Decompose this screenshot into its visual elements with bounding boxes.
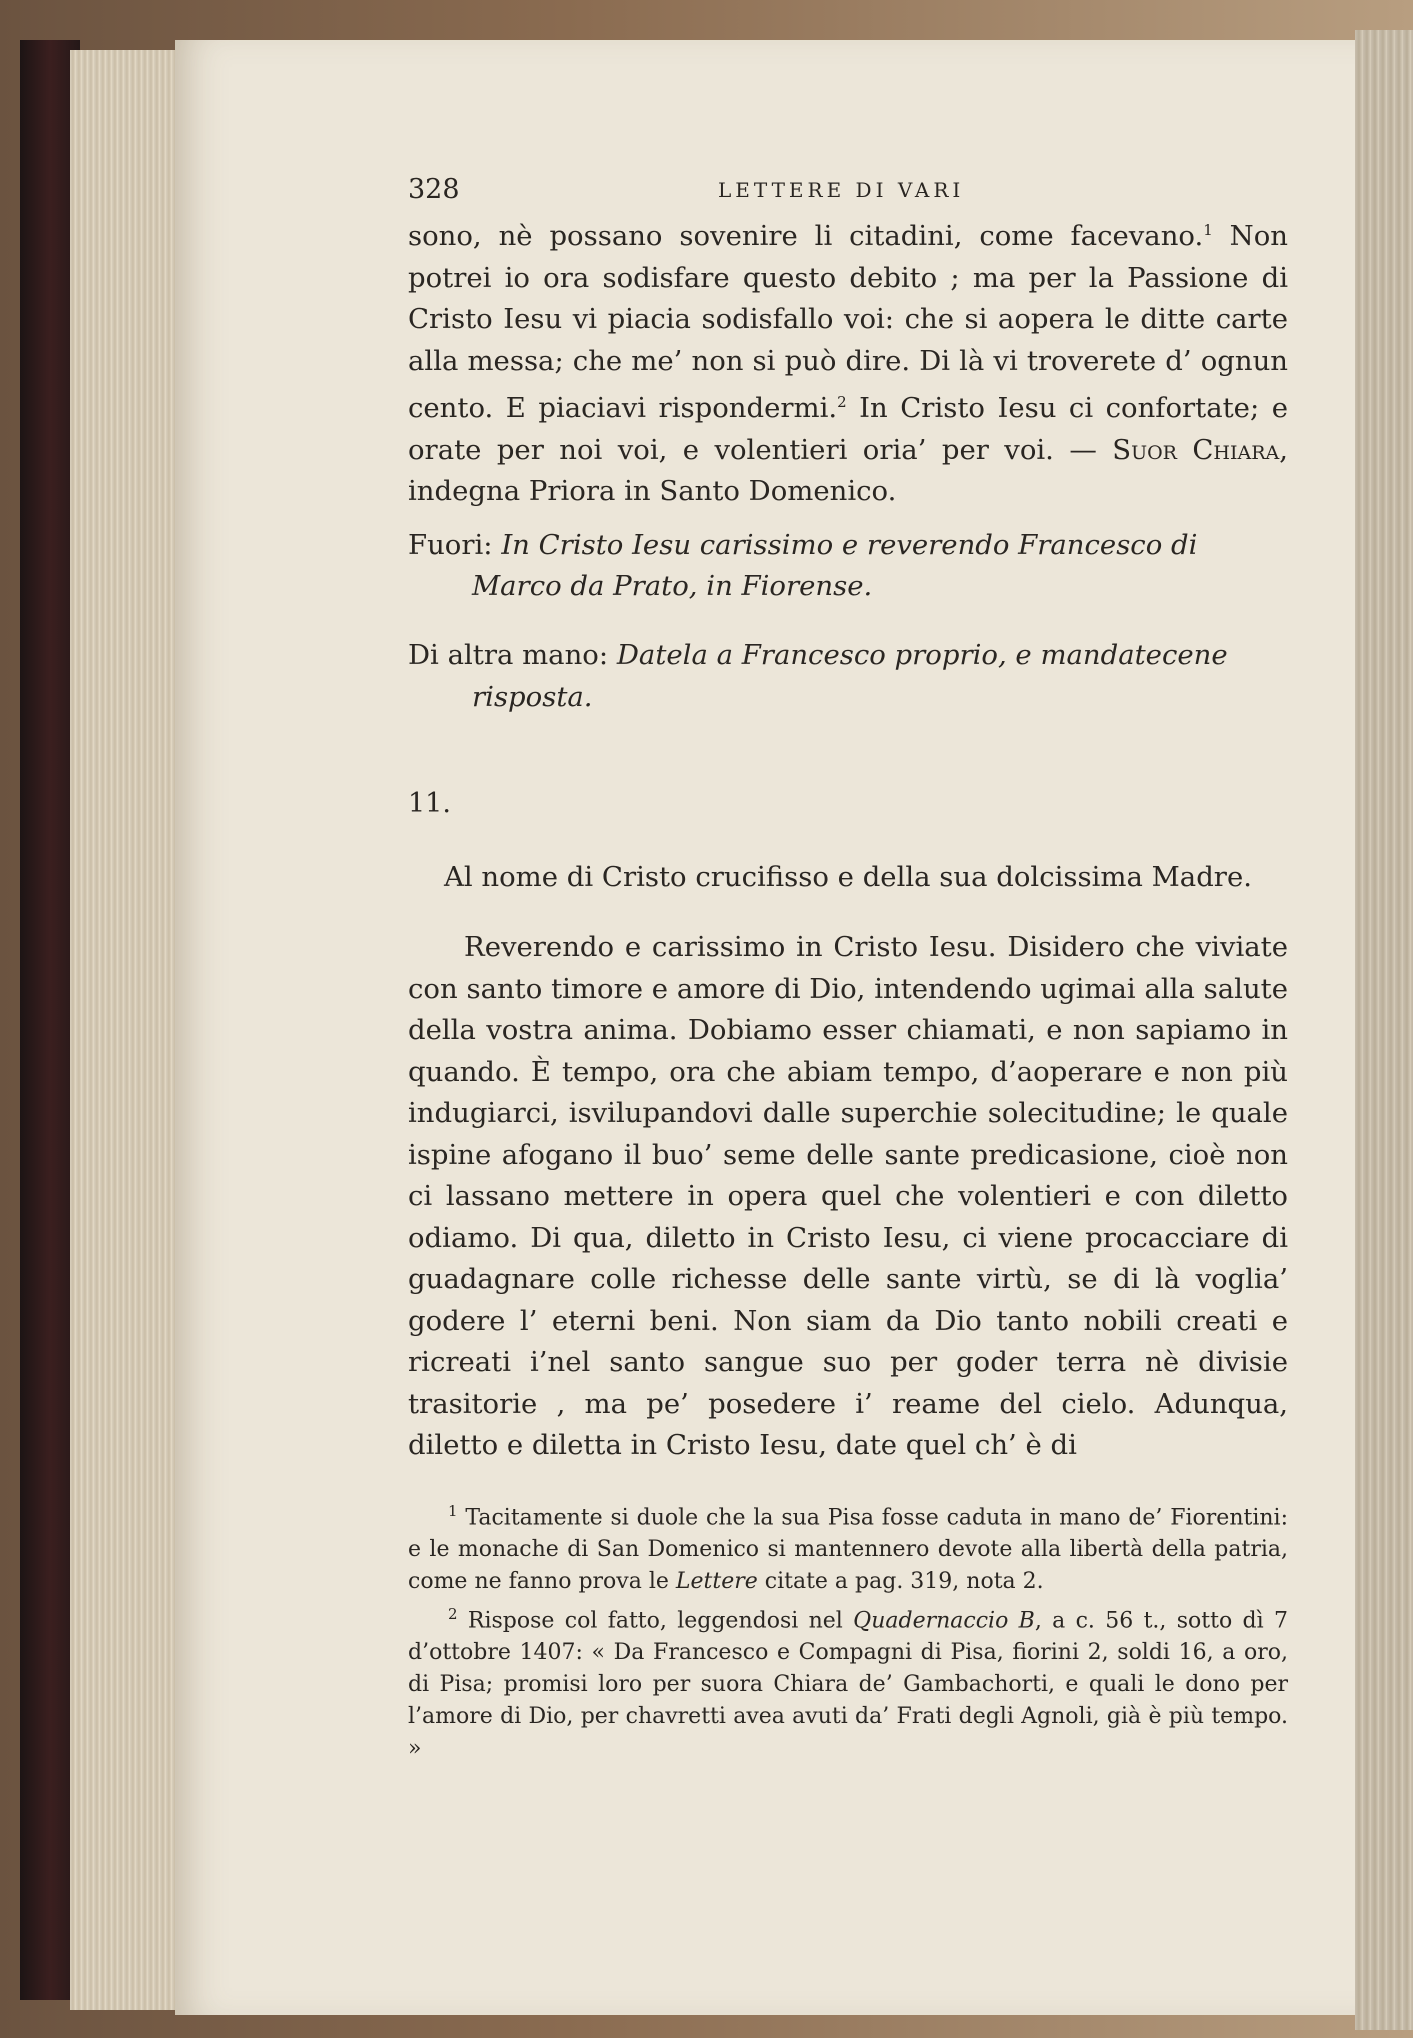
page-header bbox=[408, 170, 1288, 210]
continuation-text-d: , indegna Priora in Santo Domenico. bbox=[408, 433, 1288, 508]
other-hand-text: Datela a Francesco proprio, e mandatecene risposta. bbox=[472, 639, 1228, 713]
continuation-text-a: sono, nè possano sovenire li citadini, come facevano. bbox=[408, 220, 1204, 253]
page-number: 328 bbox=[408, 174, 460, 205]
address-note bbox=[408, 525, 1288, 608]
letter-invocation: Al nome di Cristo crucifisso e della sua dolcissima Madre. bbox=[444, 861, 1252, 894]
footnote-1 bbox=[408, 1495, 1288, 1598]
footnotes bbox=[408, 1495, 1288, 1766]
letter-number: 11. bbox=[408, 788, 451, 820]
footnote-ref-1: 1 bbox=[1203, 221, 1213, 239]
footnote-1-mark: 1 bbox=[448, 1501, 458, 1520]
footnote-2-text-b: , a c. 56 t., sotto dì 7 d’ottobre 1407: « Da Francesco e Compagni di Pisa, fiorini 2, soldi 16, a oro, di Pisa; promisi loro per suora Chiara de’ Gambachorti, e quali le dono per l’amore di Dio, per chavretti avea avuti da’ Frati degli Agnoli, già è più tempo. » bbox=[408, 1608, 1288, 1762]
footnote-2-text-a: Rispose col fatto, leggendosi nel bbox=[467, 1608, 854, 1634]
other-hand-note bbox=[408, 635, 1288, 718]
footnote-1-italic: Lettere bbox=[675, 1569, 758, 1595]
address-label: Fuori: bbox=[408, 528, 493, 561]
running-title: LETTERE DI VARI bbox=[718, 178, 965, 202]
continuation-paragraph bbox=[408, 210, 1288, 513]
other-hand-label: Di altra mano: bbox=[408, 639, 609, 672]
footnote-2-italic: Quadernaccio B bbox=[853, 1608, 1035, 1634]
signature: Suor Chiara bbox=[1112, 433, 1280, 466]
address-text: In Cristo Iesu carissimo e reverendo Francesco di Marco da Prato, in Fiorense. bbox=[472, 528, 1198, 603]
footnote-1-text-a: Tacitamente si duole che la sua Pisa fosse caduta in mano de’ Fiorentini: e le monache di San Domenico si mantennero devote alla libertà della patria, come ne fanno prova le bbox=[408, 1505, 1288, 1595]
footnote-ref-2: 2 bbox=[837, 393, 847, 412]
next-page-edges bbox=[1355, 30, 1413, 2030]
continuation-text-c: In Cristo Iesu ci confortate; e orate per noi voi, e volentieri oria’ per voi. — bbox=[408, 392, 1288, 466]
letter-body: Reverendo e carissimo in Cristo Iesu. Disidero che viviate con santo timore e amore di Dio, intendendo ugimai alla salute della vostra anima. Dobiamo esser chiamati, e non sapiamo in quando. È tempo, ora che abiam tempo, d’aoperare e non più indugiarci, isvilupandovi dalle superchie solecitudine; le quale ispine afogano il buo’ seme delle sante predicasione, cioè non ci lassano mettere in opera quel che volentieri e con diletto odiamo. Di qua, diletto in Cristo Iesu, ci viene procacciare di guadagnare colle richesse delle sante virtù, se di là voglia’ godere l’ eterni beni. Non siam da Dio tanto nobili creati e ricreati i’nel santo sangue suo per goder terra nè divisie trasitorie , ma pe’ posedere i’ reame del cielo. Adunqua, diletto e diletta in Cristo Iesu, date quel ch’ è di bbox=[408, 931, 1288, 1462]
page-content bbox=[408, 170, 1288, 1765]
page-edges bbox=[70, 50, 191, 2010]
footnote-2 bbox=[408, 1598, 1288, 1765]
footnote-2-mark: 2 bbox=[448, 1605, 458, 1624]
continuation-text-b: Non potrei io ora sodisfare questo debito ; ma per la Passione di Cristo Iesu vi piacia sodisfallo voi: che si aopera le ditte carte alla messa; che me’ non si può dire. Di là vi troverete d’ ognun cento. E piaciavi rispondermi. bbox=[408, 220, 1288, 425]
footnote-1-text-b: citate a pag. 319, nota 2. bbox=[757, 1569, 1044, 1595]
